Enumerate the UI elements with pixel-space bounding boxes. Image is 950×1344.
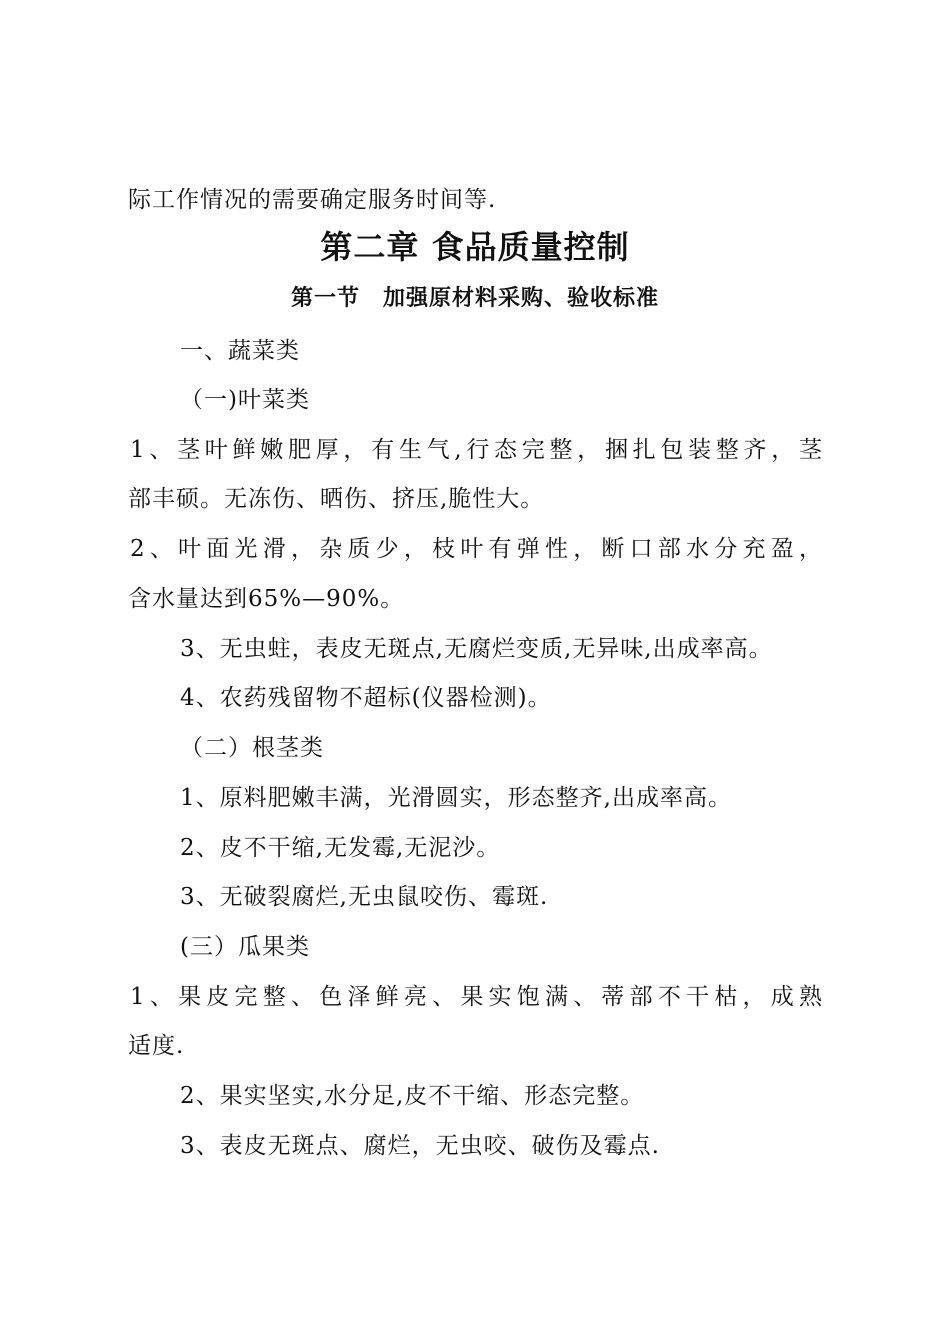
- list-item-line: 1、原料肥嫩丰满，光滑圆实，形态整齐,出成率高。: [180, 785, 732, 811]
- chapter-title: 第二章 食品质量控制: [320, 228, 630, 266]
- list-item-line: 3、无破裂腐烂,无虫鼠咬伤、霉斑.: [180, 884, 549, 910]
- continuation-text: 际工作情况的需要确定服务时间等.: [128, 187, 497, 213]
- list-item-line: 适度.: [128, 1033, 185, 1059]
- list-item-line: 1、果皮完整、色泽鲜亮、果实饱满、蒂部不干枯，成熟: [130, 984, 822, 1010]
- section-title: 第一节 加强原材料采购、验收标准: [290, 286, 659, 311]
- subsection-heading: （一)叶菜类: [180, 387, 310, 413]
- list-item-line: 1、茎叶鲜嫩肥厚，有生气,行态完整，捆扎包装整齐，茎: [130, 437, 822, 463]
- list-item-line: 3、无虫蛀，表皮无斑点,无腐烂变质,无异味,出成率高。: [180, 636, 773, 662]
- list-item-line: 2、皮不干缩,无发霉,无泥沙。: [180, 835, 501, 861]
- list-item-line: 2、果实坚实,水分足,皮不干缩、形态完整。: [180, 1083, 645, 1109]
- subsection-heading: (三）瓜果类: [180, 934, 310, 960]
- list-item-line: 3、表皮无斑点、腐烂，无虫咬、破伤及霉点.: [180, 1133, 660, 1159]
- list-item-line: 含水量达到65%—90%。: [128, 586, 405, 612]
- category-heading: 一、蔬菜类: [180, 338, 300, 364]
- subsection-heading: （二）根茎类: [180, 735, 324, 761]
- list-item-line: 2、叶面光滑，杂质少，枝叶有弹性，断口部水分充盈，: [130, 536, 822, 562]
- list-item-line: 4、农药残留物不超标(仪器检测)。: [180, 685, 552, 711]
- list-item-line: 部丰硕。无冻伤、晒伤、挤压,脆性大。: [128, 486, 545, 512]
